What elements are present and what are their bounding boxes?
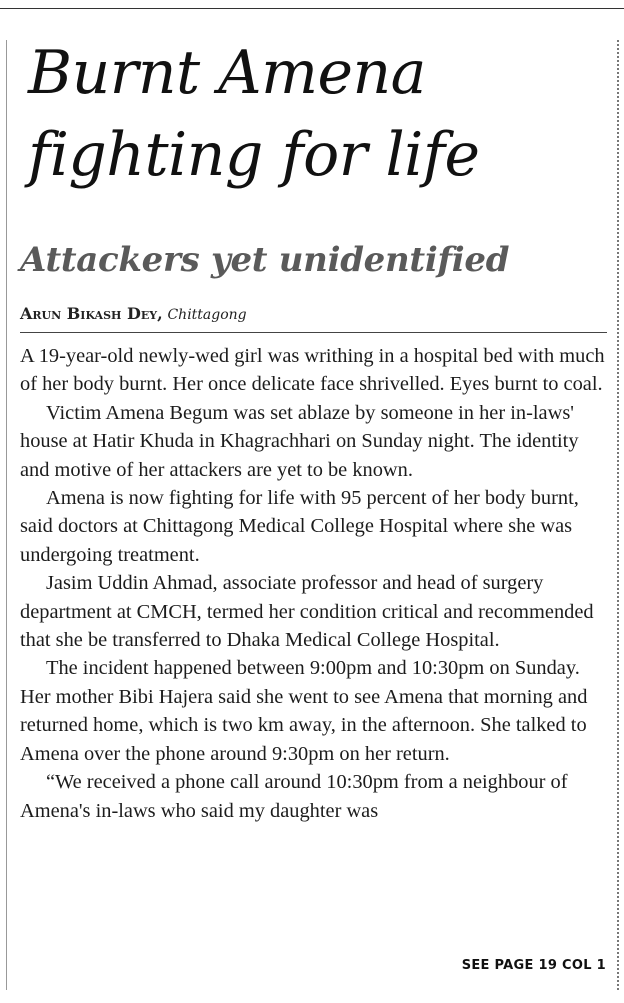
continuation-jump-line: SEE PAGE 19 COL 1 [461, 958, 606, 973]
headline [28, 32, 618, 196]
subheadline: Attackers yet unidentified [20, 240, 510, 280]
byline-author: Arun Bikash Dey, [20, 304, 163, 323]
article-paragraph-5: The incident happened between 9:00pm and 10:30pm on Sunday. Her mother Bibi Hajera said she went to see Amena that morning and returned home, which is two km away, in the afternoon. She talked to Amena over the phone around 9:30pm on her return. [20, 657, 588, 765]
headline-line-2: fighting for life [28, 120, 480, 190]
article-body [20, 342, 610, 825]
byline [20, 302, 247, 327]
top-border-rule [0, 8, 624, 9]
article-paragraph-3: Amena is now fighting for life with 95 percent of her body burnt, said doctors at Chittagong Medical College Hospital where she was undergoing treatment. [20, 487, 579, 566]
left-column-rule [6, 40, 7, 990]
article-paragraph-4: Jasim Uddin Ahmad, associate professor and head of surgery department at CMCH, termed her condition critical and recommended that she be transferred to Dhaka Medical College Hospital. [20, 572, 594, 652]
byline-location: Chittagong [167, 307, 247, 323]
byline-divider [20, 332, 607, 333]
headline-line-1: Burnt Amena [28, 38, 426, 108]
article-paragraph-1: A 19-year-old newly-wed girl was writhing in a hospital bed with much of her body burnt. Her once delicate face shrivelled. Eyes burnt to coal. [20, 345, 605, 396]
article-paragraph-2: Victim Amena Begum was set ablaze by someone in her in-laws' house at Hatir Khuda in Khagrachhari on Sunday night. The identity and motive of her attackers are yet to be known. [20, 401, 579, 481]
article-paragraph-6: “We received a phone call around 10:30pm from a neighbour of Amena's in-laws who said my daughter was [20, 771, 568, 822]
